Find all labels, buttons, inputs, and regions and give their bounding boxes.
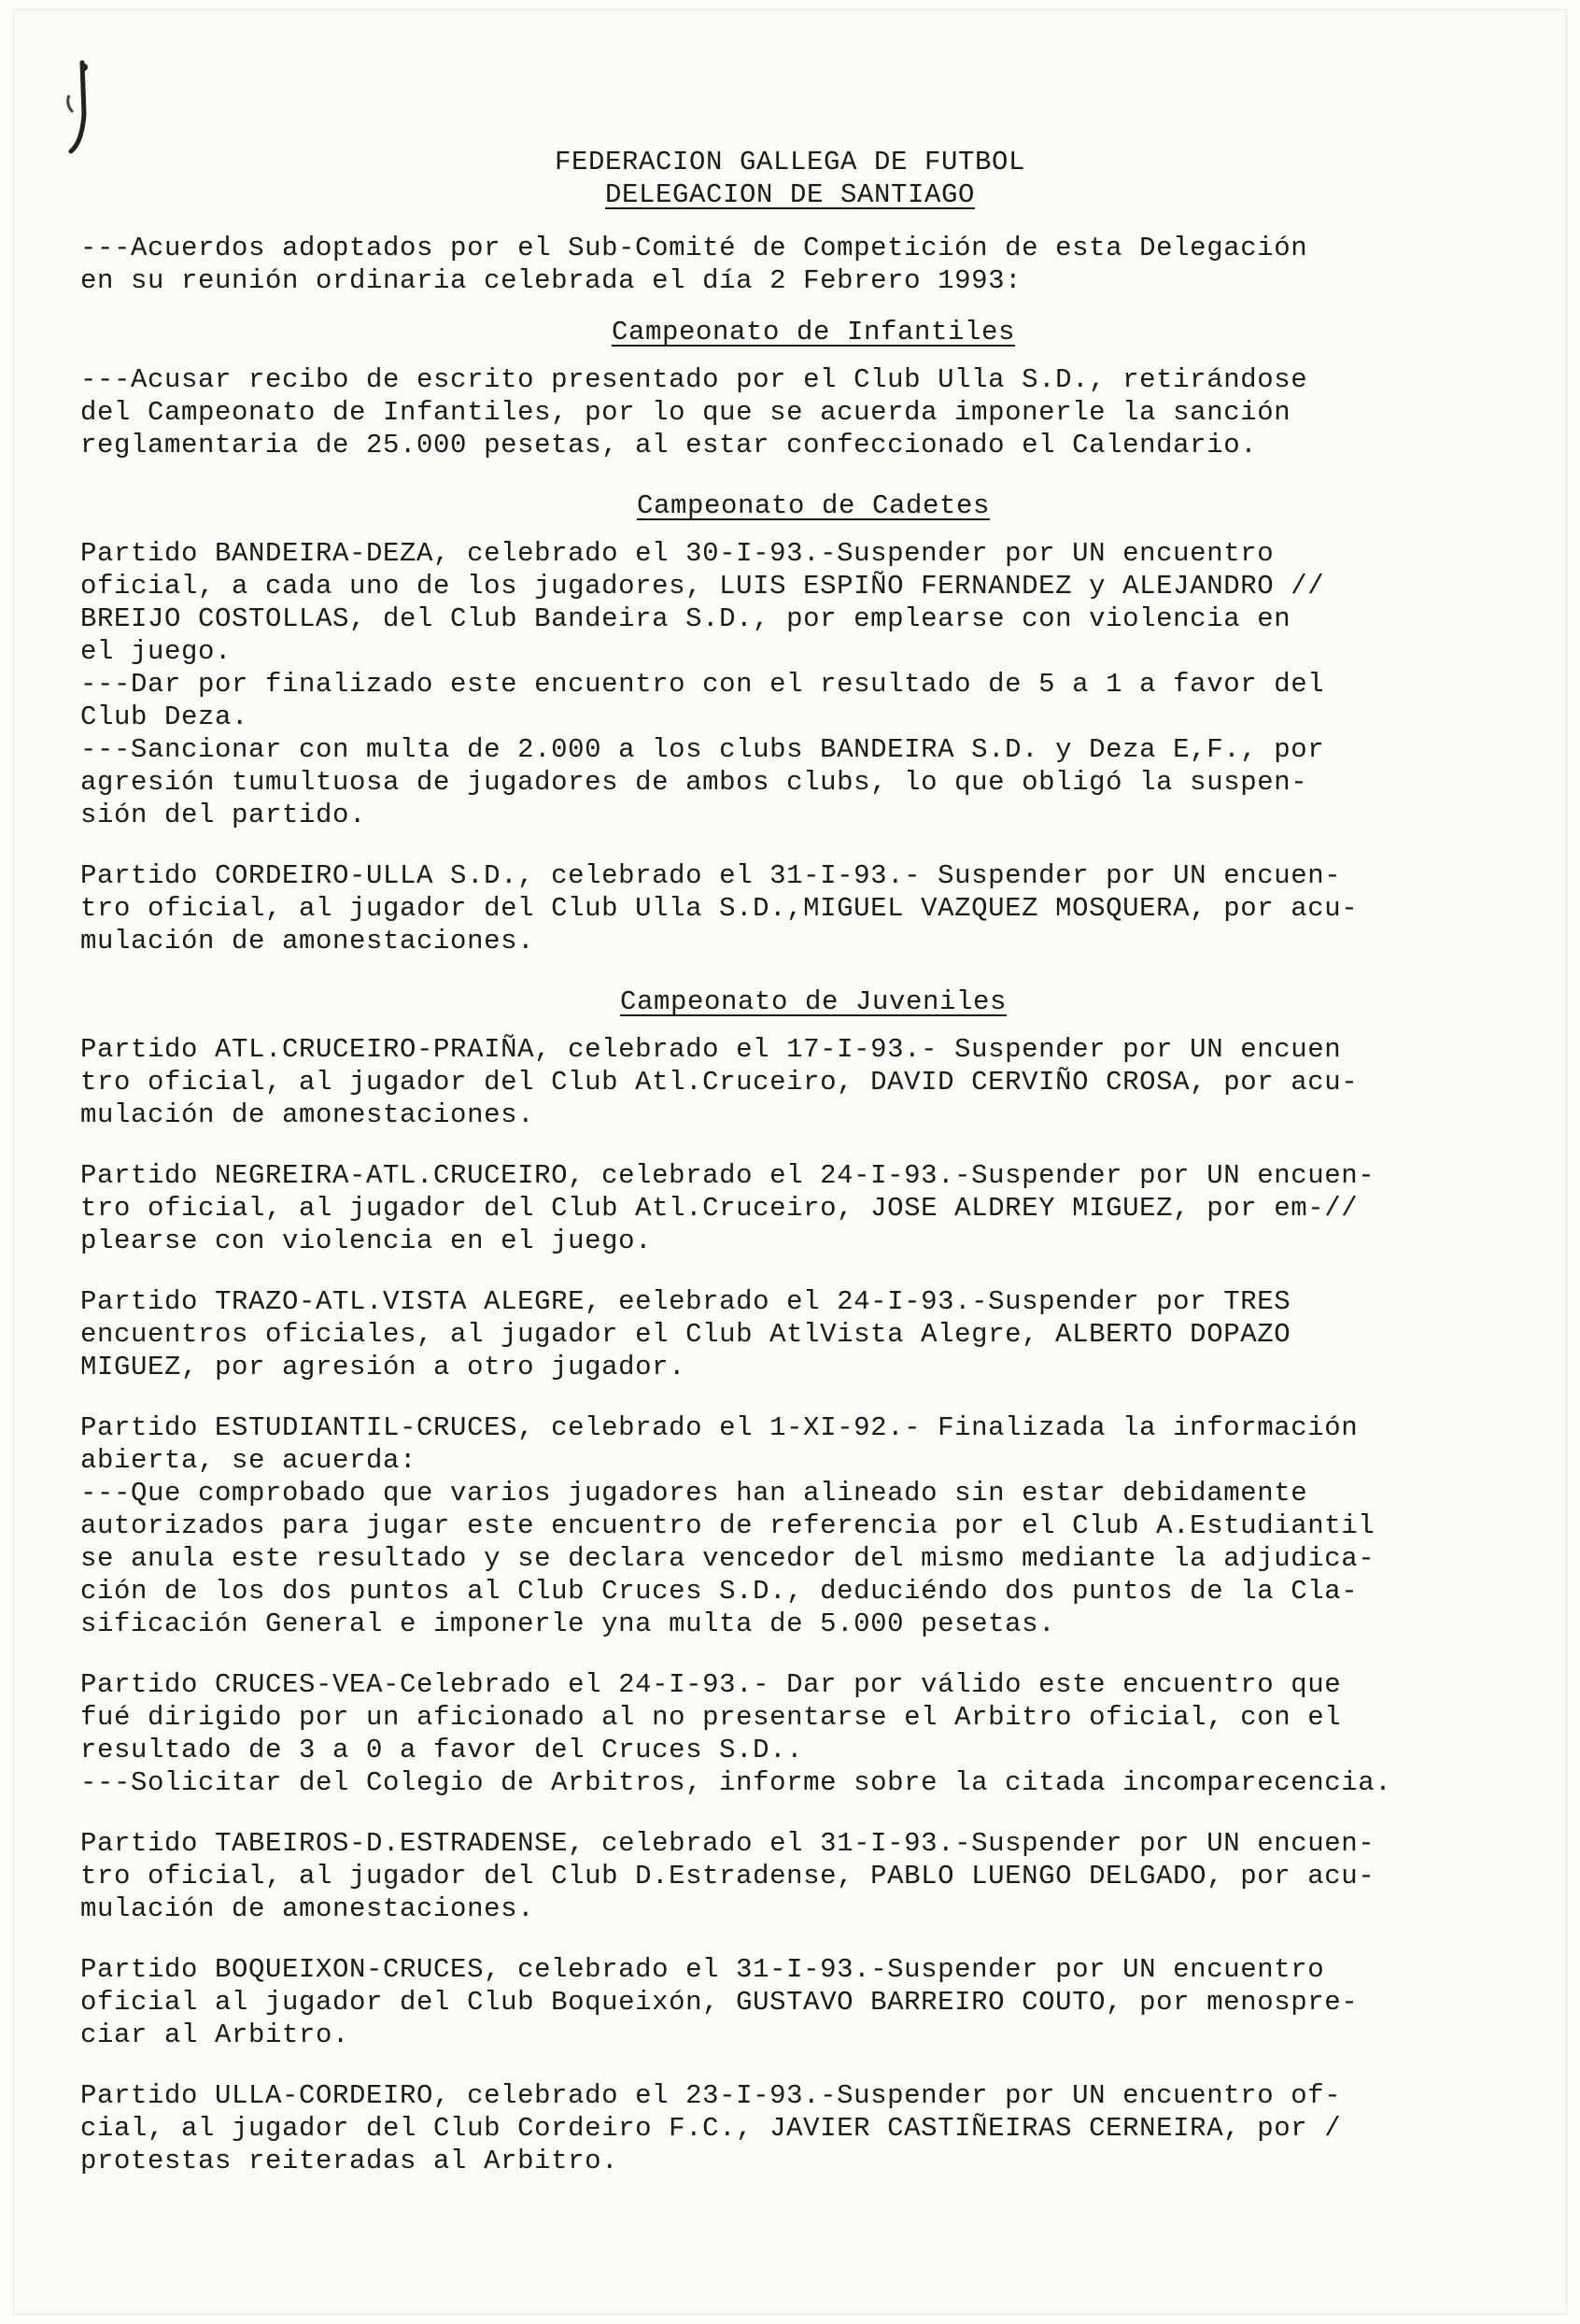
paragraph-line: del Campeonato de Infantiles, por lo que se acuerda imponerle la sanción	[80, 397, 1291, 428]
ruling-paragraph	[80, 1668, 1574, 1799]
paragraph-line: encuentros oficiales, al jugador el Club AtlVista Alegre, ALBERTO DOPAZO	[80, 1319, 1291, 1350]
ruling-paragraph	[80, 537, 1574, 831]
paragraph-line: oficial al jugador del Club Boqueixón, GUSTAVO BARREIRO COUTO, por menospre-	[80, 1987, 1359, 2018]
paragraph-line: Partido BOQUEIXON-CRUCES, celebrado el 31-I-93.-Suspender por UN encuentro	[80, 1954, 1325, 1985]
ruling-paragraph	[80, 1285, 1574, 1383]
paragraph-line: se anula este resultado y se declara vencedor del mismo mediante la adjudica-	[80, 1543, 1375, 1574]
paragraph-line: el juego.	[80, 636, 233, 667]
paragraph-line: ción de los dos puntos al Club Cruces S.D., deduciéndo dos puntos de la Cla-	[80, 1576, 1359, 1607]
paragraph-line: resultado de 3 a 0 a favor del Cruces S.D..	[80, 1735, 804, 1765]
paragraph-line: tro oficial, al jugador del Club Atl.Cruceiro, DAVID CERVIÑO CROSA, por acu-	[80, 1067, 1359, 1098]
federation-title: FEDERACION GALLEGA DE FUTBOL	[554, 147, 1026, 177]
paragraph-line: mulación de amonestaciones.	[80, 1893, 535, 1924]
paragraph-line: ciar al Arbitro.	[80, 2019, 350, 2050]
paragraph-line: sificación General e imponerle yna multa de 5.000 pesetas.	[80, 1608, 1056, 1639]
paragraph-line: ---Que comprobado que varios jugadores han alineado sin estar debidamente	[80, 1478, 1308, 1509]
document-body	[80, 146, 1574, 2205]
intro-line: ---Acuerdos adoptados por el Sub-Comité de Competición de esta Delegación	[80, 233, 1308, 263]
section-title: Campeonato de Cadetes	[636, 490, 991, 521]
paragraph-line: Partido ATL.CRUCEIRO-PRAIÑA, celebrado el 17-I-93.- Suspender por UN encuen	[80, 1034, 1342, 1065]
paragraph-line: Partido ULLA-CORDEIRO, celebrado el 23-I-93.-Suspender por UN encuentro of-	[80, 2080, 1342, 2111]
paragraph-line: mulación de amonestaciones.	[80, 1099, 535, 1130]
paragraph-line: sión del partido.	[80, 800, 367, 830]
ruling-paragraph	[80, 1953, 1574, 2051]
delegation-title: DELEGACION DE SANTIAGO	[604, 179, 976, 210]
paragraph-line: oficial, a cada uno de los jugadores, LUIS ESPIÑO FERNANDEZ y ALEJANDRO //	[80, 571, 1325, 602]
paragraph-line: Partido CRUCES-VEA-Celebrado el 24-I-93.- Dar por válido este encuentro que	[80, 1669, 1342, 1700]
intro-line: en su reunión ordinaria celebrada el día 2 Febrero 1993:	[80, 265, 1023, 296]
paragraph-line: tro oficial, al jugador del Club D.Estradense, PABLO LUENGO DELGADO, por acu-	[80, 1861, 1375, 1892]
document-page	[13, 9, 1567, 2315]
paragraph-line: Partido TABEIROS-D.ESTRADENSE, celebrado el 31-I-93.-Suspender por UN encuen-	[80, 1828, 1375, 1859]
ruling-paragraph	[80, 2079, 1574, 2177]
ruling-paragraph	[80, 1827, 1574, 1925]
paragraph-line: plearse con violencia en el juego.	[80, 1226, 653, 1256]
paragraph-line: reglamentaria de 25.000 pesetas, al estar confeccionado el Calendario.	[80, 430, 1258, 461]
letterhead	[6, 146, 1574, 211]
paragraph-line: agresión tumultuosa de jugadores de ambos clubs, lo que obligó la suspen-	[80, 767, 1308, 798]
section-title: Campeonato de Juveniles	[619, 986, 1008, 1017]
section-title: Campeonato de Infantiles	[611, 317, 1016, 347]
paragraph-line: Partido ESTUDIANTIL-CRUCES, celebrado el 1-XI-92.- Finalizada la información	[80, 1412, 1359, 1443]
ruling-paragraph	[80, 1411, 1574, 1640]
paragraph-line: BREIJO COSTOLLAS, del Club Bandeira S.D., por emplearse con violencia en	[80, 603, 1291, 634]
paragraph-line: ---Acusar recibo de escrito presentado por el Club Ulla S.D., retirándose	[80, 364, 1308, 395]
paragraph-line: Partido BANDEIRA-DEZA, celebrado el 30-I-93.-Suspender por UN encuentro	[80, 538, 1275, 569]
ruling-paragraph	[80, 859, 1574, 957]
paragraph-line: MIGUEZ, por agresión a otro jugador.	[80, 1352, 686, 1382]
paragraph-line: autorizados para jugar este encuentro de referencia por el Club A.Estudiantil	[80, 1510, 1375, 1541]
paragraph-line: tro oficial, al jugador del Club Ulla S.D.,MIGUEL VAZQUEZ MOSQUERA, por acu-	[80, 893, 1359, 924]
ruling-paragraph	[80, 1033, 1574, 1131]
paragraph-line: ---Sancionar con multa de 2.000 a los clubs BANDEIRA S.D. y Deza E,F., por	[80, 734, 1325, 765]
paragraph-line: fué dirigido por un aficionado al no presentarse el Arbitro oficial, con el	[80, 1702, 1342, 1733]
paragraph-line: mulación de amonestaciones.	[80, 926, 535, 957]
intro-paragraph	[80, 232, 1574, 297]
sections-container	[80, 316, 1574, 2177]
paragraph-line: tro oficial, al jugador del Club Atl.Cruceiro, JOSE ALDREY MIGUEZ, por em-//	[80, 1193, 1359, 1224]
paragraph-line: ---Dar por finalizado este encuentro con el resultado de 5 a 1 a favor del	[80, 669, 1325, 700]
ruling-paragraph	[80, 363, 1574, 461]
paragraph-line: cial, al jugador del Club Cordeiro F.C., JAVIER CASTIÑEIRAS CERNEIRA, por /	[80, 2113, 1342, 2144]
paragraph-line: Club Deza.	[80, 701, 249, 732]
paragraph-line: Partido NEGREIRA-ATL.CRUCEIRO, celebrado el 24-I-93.-Suspender por UN encuen-	[80, 1160, 1375, 1191]
paragraph-line: Partido TRAZO-ATL.VISTA ALEGRE, eelebrado el 24-I-93.-Suspender por TRES	[80, 1286, 1291, 1317]
paragraph-line: abierta, se acuerda:	[80, 1445, 417, 1476]
paragraph-line: protestas reiteradas al Arbitro.	[80, 2146, 619, 2176]
paragraph-line: ---Solicitar del Colegio de Arbitros, informe sobre la citada incomparecencia.	[80, 1767, 1392, 1798]
paragraph-line: Partido CORDEIRO-ULLA S.D., celebrado el 31-I-93.- Suspender por UN encuen-	[80, 860, 1342, 891]
ruling-paragraph	[80, 1159, 1574, 1257]
